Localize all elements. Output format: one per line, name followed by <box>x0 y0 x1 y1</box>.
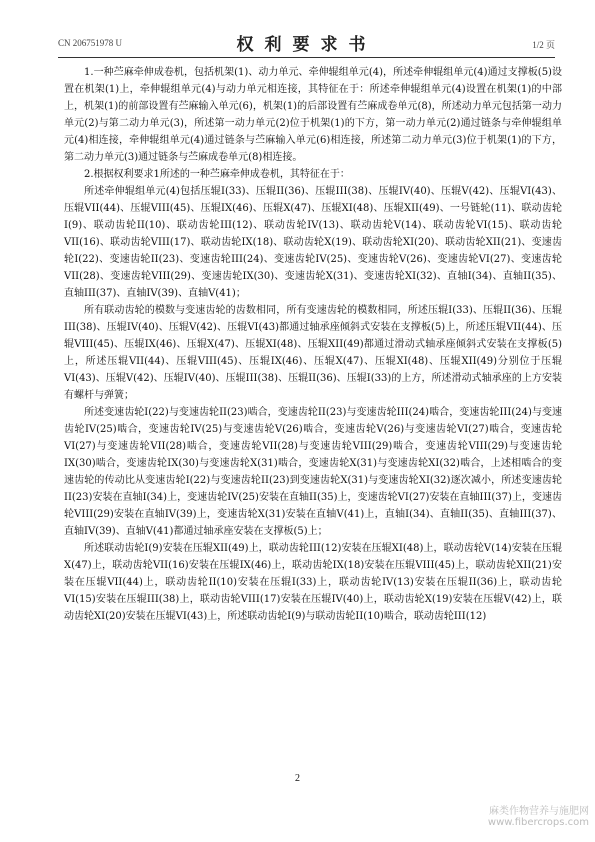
site-watermark <box>459 802 589 828</box>
claim-2-components: 所述牵伸辊组单元(4)包括压辊I(33)、压辊II(36)、压辊III(38)、压辊IV(40)、压辊V(42)、压辊VI(43)、压辊VII(44)、压辊VIII(45)、压辊IX(46)、压辊X(47)、压辊XI(48)、压辊XII(49)、一号链轮(11)、联动齿轮I(9)、联动齿轮II(10)、联动齿轮III(12)、联动齿轮IV(13)、联动齿轮V(14)、联动齿轮VI(15)、联动齿轮VII(16)、联动齿轮VIII(17)、联动齿轮IX(18)、联动齿轮X(19)、联动齿轮XI(20)、联动齿轮XII(21)、变速齿轮I(22)、变速齿轮II(23)、变速齿轮III(24)、变速齿轮IV(25)、变速齿轮V(26)、变速齿轮VI(27)、变速齿轮VII(28)、变速齿轮VIII(29)、变速齿轮IX(30)、变速齿轮X(31)、变速齿轮XI(32)、直轴I(34)、直轴II(35)、直轴III(37)、直轴IV(39)、直轴V(41)； <box>64 186 562 299</box>
claims-body <box>64 64 562 625</box>
page-header <box>58 30 555 56</box>
watermark-name: 麻类作物营养与施肥网 <box>489 806 589 817</box>
header-rule <box>58 57 555 58</box>
page-label: 1/2 页 <box>532 40 555 50</box>
claim-2-rollers: 所有联动齿轮的模数与变速齿轮的齿数相同，所有变速齿轮的模数相同，所述压辊I(33)、压辊II(36)、压辊III(38)、压辊IV(40)、压辊V(42)、压辊VI(43)都通过轴承座倾斜式安装在支撑板(5)上，所述压辊VII(44)、压辊VIII(45)、压辊IX(46)、压辊X(47)、压辊XI(48)、压辊XII(49)都通过滑动式轴承座倾斜式安装在支撑板(5)上，所述压辊VII(44)、压辊VIII(45)、压辊IX(46)、压辊X(47)、压辊XI(48)、压辊XII(49)分别位于压辊VI(43)、压辊V(42)、压辊IV(40)、压辊III(38)、压辊II(36)、压辊I(33)的上方，所述滑动式轴承座的上方安装有螺杆与弹簧； <box>64 305 562 401</box>
claim-1: 1.一种苎麻牵伸成卷机，包括机架(1)、动力单元、牵伸辊组单元(4)，所述牵伸辊组单元(4)通过支撑板(5)设置在机架(1)上，牵伸辊组单元(4)与动力单元相连接，其特征在于：所述牵伸辊组单元(4)设置在机架(1)的中部上，机架(1)的前部设置有苎麻输入单元(6)，机架(1)的后部设置有苎麻成卷单元(8)，所述动力单元包括第一动力单元(2)与第二动力单元(3)，所述第一动力单元(2)位于机架(1)的下方，第一动力单元(2)通过链条与牵伸辊组单元(4)相连接，牵伸辊组单元(4)通过链条与苎麻输入单元(6)相连接，所述第二动力单元(3)位于机架(1)的下方，第二动力单元(3)通过链条与苎麻成卷单元(8)相连接。 <box>64 67 562 163</box>
claim-2-gears: 所述变速齿轮I(22)与变速齿轮II(23)啮合，变速齿轮II(23)与变速齿轮III(24)啮合，变速齿轮III(24)与变速齿轮IV(25)啮合，变速齿轮IV(25)与变速齿轮V(26)啮合，变速齿轮V(26)与变速齿轮VI(27)啮合，变速齿轮VI(27)与变速齿轮VII(28)啮合，变速齿轮VII(28)与变速齿轮VIII(29)啮合，变速齿轮VIII(29)与变速齿轮IX(30)啮合，变速齿轮IX(30)与变速齿轮X(31)啮合，变速齿轮X(31)与变速齿轮XI(32)啮合，上述相啮合的变速齿轮的传动比从变速齿轮I(22)与变速齿轮II(23)到变速齿轮X(31)与变速齿轮XI(32)逐次减小，所述变速齿轮II(23)安装在直轴I(34)上，变速齿轮IV(25)安装在直轴II(35)上，变速齿轮VI(27)安装在直轴III(37)上，变速齿轮VIII(29)安装在直轴IV(39)上，变速齿轮X(31)安装在直轴V(41)上，直轴I(34)、直轴II(35)、直轴III(37)、直轴IV(39)、直轴V(41)都通过轴承座安装在支撑板(5)上； <box>64 407 562 537</box>
claim-2-linkage: 所述联动齿轮I(9)安装在压辊XII(49)上，联动齿轮III(12)安装在压辊XI(48)上，联动齿轮V(14)安装在压辊X(47)上，联动齿轮VII(16)安装在压辊IX(46)上，联动齿轮IX(18)安装在压辊VIII(45)上，联动齿轮XII(21)安装在压辊VII(44)上，联动齿轮II(10)安装在压辊I(33)上，联动齿轮IV(13)安装在压辊II(36)上，联动齿轮VI(15)安装在压辊III(38)上，联动齿轮VIII(17)安装在压辊IV(40)上，联动齿轮X(19)安装在压辊V(42)上，联动齿轮XI(20)安装在压辊VI(43)上，所述联动齿轮I(9)与联动齿轮II(10)啮合，联动齿轮III(12) <box>64 543 562 622</box>
patent-number: CN 206751978 U <box>58 38 123 48</box>
watermark-url: www.fibercrops.com <box>487 817 589 828</box>
page-number: 2 <box>295 773 300 784</box>
document-title: 权利要求书 <box>236 35 377 55</box>
claim-2-intro: 2.根据权利要求1所述的一种苎麻牵伸成卷机，其特征在于： <box>84 169 350 180</box>
